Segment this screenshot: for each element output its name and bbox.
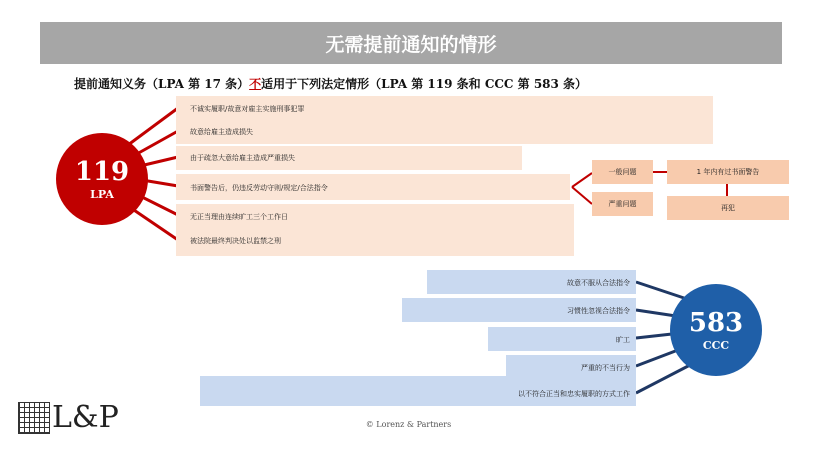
subtitle-part-a: 提前通知义务（LPA 第 17 条） bbox=[74, 77, 250, 91]
lpa-connector-1 bbox=[128, 108, 178, 145]
lpa-connector-5 bbox=[138, 195, 178, 215]
branch-serious-text: 严重问题 bbox=[608, 200, 637, 208]
slide-title-text: 无需提前通知的情形 bbox=[325, 33, 497, 56]
ccc-circle bbox=[670, 284, 762, 376]
ccc-connector-3 bbox=[636, 334, 672, 338]
ccc-item-2: 习惯性忽视合法指令 bbox=[567, 307, 630, 315]
branch-repeat-box bbox=[667, 196, 789, 220]
branch-serious-line bbox=[572, 187, 592, 204]
branch-general-box bbox=[592, 160, 653, 184]
copyright: © Lorenz & Partners bbox=[365, 420, 452, 429]
branch-repeat-text: 再犯 bbox=[721, 204, 735, 212]
logo-text: L&P bbox=[52, 400, 119, 435]
lpa-item-3: 由于疏忽大意给雇主造成严重损失 bbox=[190, 154, 295, 162]
ccc-label: CCC bbox=[702, 338, 730, 352]
lp-logo bbox=[18, 402, 119, 434]
ccc-number: 583 bbox=[688, 307, 744, 338]
branch-warning-text: 1 年内有过书面警告 bbox=[696, 168, 760, 176]
ccc-item-1: 故意不服从合法指令 bbox=[567, 279, 630, 287]
ccc-item-5: 以不符合正当和忠实履职的方式工作 bbox=[518, 390, 630, 398]
ccc-connector-2 bbox=[636, 310, 676, 316]
lpa-item-4: 书面警告后，仍违反劳动守则/规定/合法指令 bbox=[190, 184, 328, 192]
ccc-item-4: 严重的不当行为 bbox=[581, 364, 630, 372]
lpa-number: 119 bbox=[74, 156, 130, 187]
ccc-connector-5 bbox=[636, 364, 692, 393]
ccc-connector-4 bbox=[636, 350, 678, 366]
subtitle-negation: 不 bbox=[249, 77, 262, 91]
lpa-item-2: 故意给雇主造成损失 bbox=[190, 128, 253, 136]
lpa-item-5: 无正当理由连续旷工三个工作日 bbox=[190, 213, 288, 221]
branch-general-text: 一般问题 bbox=[608, 168, 637, 176]
branch-warning-box bbox=[667, 160, 789, 184]
lpa-item-6: 被法院最终判决处以监禁之刑 bbox=[190, 237, 281, 245]
grid-logo-icon bbox=[18, 402, 50, 434]
lpa-item-1: 不诚实履职/故意对雇主实施刑事犯罪 bbox=[190, 105, 305, 113]
lpa-label: LPA bbox=[90, 187, 114, 201]
branch-general-line bbox=[572, 173, 592, 187]
subtitle-part-b: 适用于下列法定情形（LPA 第 119 条和 CCC 第 583 条） bbox=[261, 77, 588, 91]
ccc-item-3: 旷工 bbox=[616, 336, 630, 344]
ccc-item-bg-3 bbox=[488, 327, 636, 351]
branch-serious-box bbox=[592, 192, 653, 216]
lpa-circle bbox=[56, 133, 148, 225]
